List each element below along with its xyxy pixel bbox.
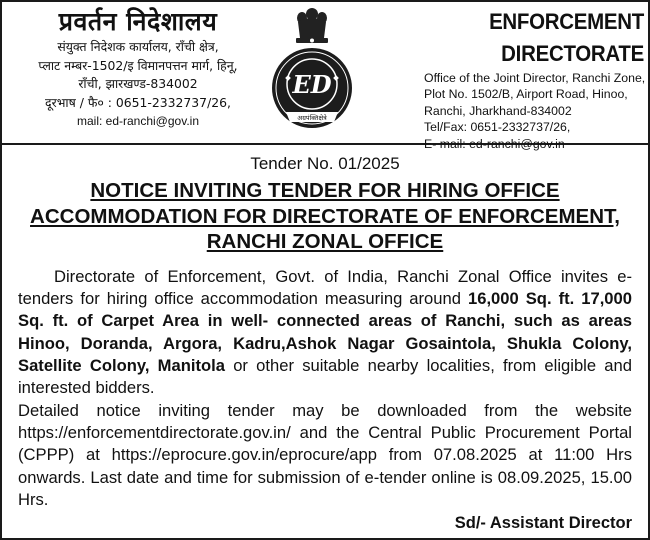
paragraph-text: Directorate of Enforcement, Govt. of India, Ranchi Zonal Office invites e-tenders for hiring office accommodation measuring around <box>18 267 632 309</box>
english-email-line: E- mail: ed-ranchi@gov.in <box>424 136 565 151</box>
seal-monogram: ED <box>292 70 332 99</box>
notice-paragraph-1 <box>18 266 632 399</box>
national-emblem-ed-seal-icon <box>262 4 362 142</box>
hindi-address-line: प्लाट नम्बर-1502/इ विमानपत्तन मार्ग, हिनू, <box>38 57 238 73</box>
tender-number: Tender No. 01/2025 <box>250 154 400 173</box>
hindi-address-block <box>18 6 258 131</box>
hindi-address-line: राँची, झारखण्ड-834002 <box>78 76 198 91</box>
hindi-address-line: संयुक्त निदेशक कार्यालय, राँची क्षेत्र, <box>57 39 219 54</box>
english-address-block <box>352 6 644 152</box>
paragraph-text: or other suitable nearby localities, from eligible and interested bidders. <box>18 355 632 398</box>
notice-title: NOTICE INVITING TENDER FOR HIRING OFFICE ACCOMMODATION FOR DIRECTORATE OF ENFORCEMENT, RANCHI ZONAL OFFICE <box>30 179 620 253</box>
english-office-title: ENFORCEMENT DIRECTORATE <box>489 9 644 66</box>
hindi-phone-line: दूरभाष / फै० : 0651-2332737/26, <box>45 94 231 110</box>
english-phone-line: Tel/Fax: 0651-2332737/26, <box>424 120 571 135</box>
english-address-line: Ranchi, Jharkhand-834002 <box>424 103 572 118</box>
english-address-line: Office of the Joint Director, Ranchi Zone, <box>424 71 646 85</box>
hindi-email-line: mail: ed-ranchi@gov.in <box>76 114 199 128</box>
notice-paragraph-2: Detailed notice inviting tender may be downloaded from the website https://enforcementdirectorate.gov.in/ and the Central Public Procurement Portal (CPPP) at https://eprocure.gov.in/eprocure/app from 07.08.2025 at 11:00 Hrs onwards. Last date and time for submission of e-tender online is 08.09.2025, 15.00 Hrs. <box>18 401 632 509</box>
signature: Sd/- Assistant Director <box>454 514 632 532</box>
area-and-locations-bold: 16,000 Sq. ft. 17,000 Sq. ft. of Carpet Area in well- connected areas of Ranchi, such as areas Hinoo, Doranda, Argora, Kadru,Ashok Nagar Gosaintola, Shukla Colony, Satellite Colony, Manitola <box>18 289 632 375</box>
seal-motto: अग्रपंक्तिक्षेत्रे <box>297 114 327 122</box>
english-address-line: Plot No. 1502/B, Airport Road, Hinoo, <box>424 87 628 102</box>
hindi-office-title: प्रवर्तन निदेशालय <box>58 7 218 36</box>
letterhead <box>0 0 650 151</box>
